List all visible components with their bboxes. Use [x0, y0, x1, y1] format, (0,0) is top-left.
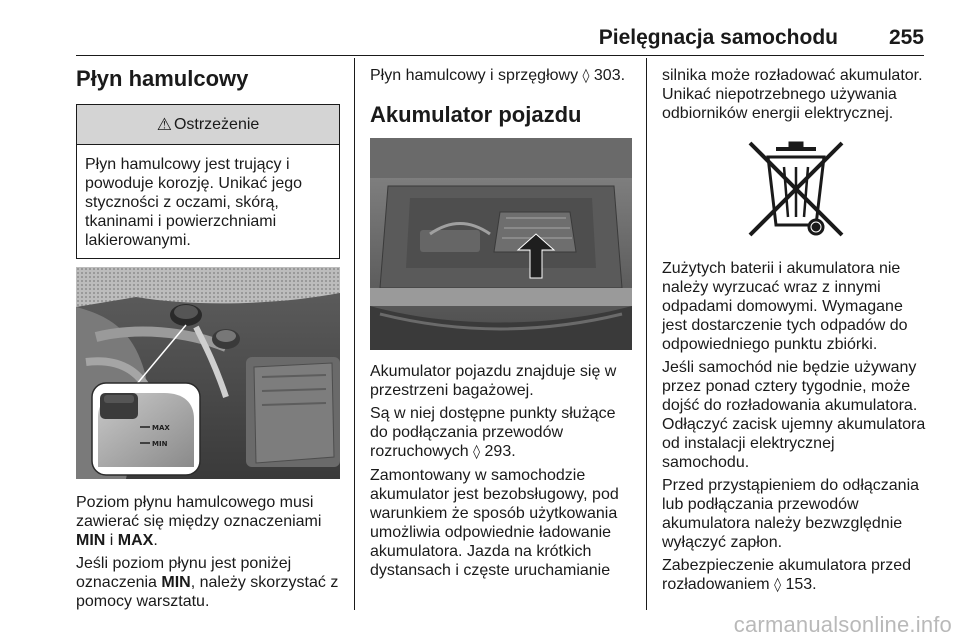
column-divider	[646, 58, 647, 610]
section-title-battery: Akumulator pojazdu	[370, 102, 582, 127]
crossed-out-bin-icon	[662, 133, 926, 245]
fluid-level-paragraph: Poziom płynu hamulcowego musi zawierać się między oznaczeniami MIN i MAX.	[76, 494, 322, 549]
column-1	[76, 56, 340, 615]
warning-header	[77, 105, 339, 145]
warning-icon: ⚠	[156, 114, 172, 135]
column-2	[370, 56, 632, 584]
vehicle-battery-figure	[370, 138, 632, 350]
page-ref-icon: ◊	[582, 68, 590, 84]
fluid-below-min-paragraph: Jeśli poziom płynu jest poniżej oznaczenia MIN, należy skorzystać z pomocy warsztatu.	[76, 555, 339, 610]
page-header	[76, 26, 924, 56]
page-ref-icon: ◊	[774, 577, 781, 593]
storage-paragraph: Jeśli samochód nie będzie używany przez ponad cztery tygodnie, może dojść do rozładowania akumulatora. Odłączyć zacisk ujemny akumulatora od instalacji elektrycznej samochodu.	[662, 359, 926, 471]
jump-start-paragraph: Są w niej dostępne punkty służące do podłączania przewodów rozruchowych ◊ 293.	[370, 405, 616, 460]
ignition-paragraph: Przed przystąpieniem do odłączania lub podłączania przewodów akumulatora należy bezwzględnie wyłączyć zapłon.	[662, 477, 920, 551]
brake-fluid-reference[interactable]: Płyn hamulcowy i sprzęgłowy ◊ 303.	[370, 67, 626, 84]
watermark: carmanualsonline.info	[733, 612, 952, 637]
discharge-protection-reference[interactable]: Zabezpieczenie akumulatora przed rozładowaniem ◊ 153.	[662, 557, 912, 593]
battery-location-paragraph: Akumulator pojazdu znajduje się w przestrzeni bagażowej.	[370, 363, 617, 399]
warning-text: Płyn hamulcowy jest trujący i powoduje korozję. Unikać jego styczności z oczami, skórą, tkaninami i powierzchniami lakierowanymi.	[85, 156, 303, 249]
warning-body	[77, 145, 339, 258]
disposal-paragraph: Zużytych baterii i akumulatora nie należy wyrzucać wraz z innymi odpadami domowymi. Wymagane jest dostarczenie tych odpadów do odpowiedniego punktu zbiórki.	[662, 260, 908, 353]
page-ref-icon: ◊	[473, 444, 481, 460]
section-title-brake-fluid: Płyn hamulcowy	[76, 66, 249, 91]
maintenance-paragraph-continued: silnika może rozładować akumulator. Unikać niepotrzebnego używania odbiorników energii elektrycznej.	[662, 67, 923, 122]
column-3	[662, 56, 926, 599]
page-number: 255	[888, 26, 924, 49]
warning-label: Ostrzeżenie	[173, 115, 260, 133]
max-mark-label: MAX	[152, 424, 170, 432]
min-mark-label: MIN	[152, 440, 168, 448]
warning-box	[76, 104, 340, 259]
column-divider	[354, 58, 355, 610]
maintenance-paragraph: Zamontowany w samochodzie akumulator jest bezobsługowy, pod warunkiem że sposób użytkowania umożliwia odpowiednie ładowanie akumulatora. Jazda na krótkich dystansach i częste uruchamianie	[370, 467, 619, 579]
header-title: Pielęgnacja samochodu	[598, 26, 838, 49]
brake-fluid-reservoir-figure	[76, 267, 340, 479]
